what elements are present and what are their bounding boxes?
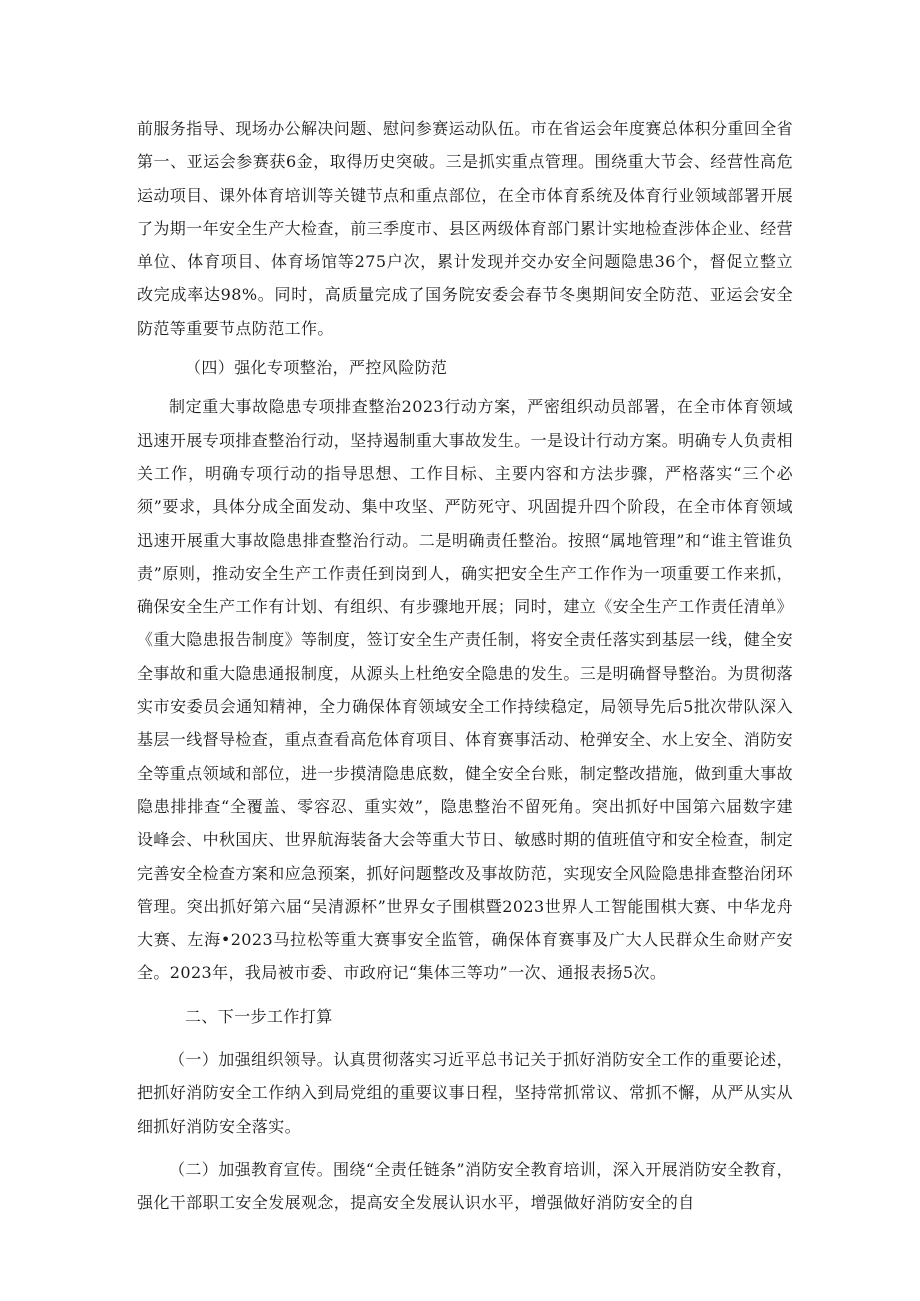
paragraph-special-rectification: 制定重大事故隐患专项排查整治2023行动方案，严密组织动员部署，在全市体育领域迅速开展专项排查整治行动，坚持遏制重大事故发生。一是设计行动方案。明确专人负责相关工作，明确专项行动的指导思想、工作目标、主要内容和方法步骤，严格落实“三个必须”要求，具体分成全面发动、集中攻坚、严防死守、巩固提升四个阶段，在全市体育领域迅速开展重大事故隐患排查整治行动。二是明确责任整治。按照“属地管理”和“谁主管谁负责”原则，推动安全生产工作责任到岗到人，确实把安全生产工作作为一项重要工作来抓，确保安全生产工作有计划、有组织、有步骤地开展；同时，建立《安全生产工作责任清单》《重大隐患报告制度》等制度，签订安全生产责任制，将安全责任落实到基层一线，健全安全事故和重大隐患通报制度，从源头上杜绝安全隐患的发生。三是明确督导整治。为贯彻落实市安委员会通知精神，全力确保体育领域安全工作持续稳定，局领导先后5批次带队深入基层一线督导检查，重点查看高危体育项目、体育赛事活动、枪弹安全、水上安全、消防安全等重点领域和部位，进一步摸清隐患底数，健全安全台账，制定整改措施，做到重大事故隐患排排查“全覆盖、零容忍、重实效”，隐患整治不留死角。突出抓好中国第六届数字建设峰会、中秋国庆、世界航海装备大会等重大节日、敏感时期的值班值守和安全检查，制定完善安全检查方案和应急预案，抓好问题整改及事故防范，实现安全风险隐患排查整治闭环管理。突出抓好第六届“吴清源杯”世界女子围棋暨2023世界人工智能围棋大赛、中华龙舟大赛、左海•2023马拉松等重大赛事安全监管，确保体育赛事及广大人民群众生命财产安全。2023年，我局被市委、市政府记“集体三等功”一次、通报表扬5次。	[137, 397, 794, 983]
document-body	[137, 112, 793, 1220]
section-heading-next-steps: 二、下一步工作打算	[185, 1006, 333, 1026]
paragraph-education-publicity: （二）加强教育宣传。围绕“全责任链条”消防安全教育培训，深入开展消防安全教育，强化干部职工安全发展观念，提高安全发展认识水平，增强做好消防安全的自	[137, 1159, 793, 1213]
section-heading-special-rectification: （四）强化专项整治，严控风险防范	[185, 358, 448, 378]
paragraph-safety-management: 前服务指导、现场办公解决问题、慰问参赛运动队伍。市在省运会年度赛总体积分重回全省第一、亚运会参赛获6金，取得历史突破。三是抓实重点管理。围绕重大节会、经营性高危运动项目、课外体育培训等关键节点和重点部位，在全市体育系统及体育行业领域部署开展了为期一年安全生产大检查，前三季度市、县区两级体育部门累计实地检查涉体企业、经营单位、体育项目、体育场馆等275户次，累计发现并交办安全问题隐患36个，督促立整立改完成率达98%。同时，高质量完成了国务院安委会春节冬奥期间安全防范、亚运会安全防范等重要节点防范工作。	[137, 119, 794, 338]
paragraph-organizational-leadership: （一）加强组织领导。认真贯彻落实习近平总书记关于抓好消防安全工作的重要论述，把抓好消防安全工作纳入到局党组的重要议事日程，坚持常抓常议、常抓不懈，从严从实从细抓好消防安全落实。	[137, 1050, 794, 1136]
